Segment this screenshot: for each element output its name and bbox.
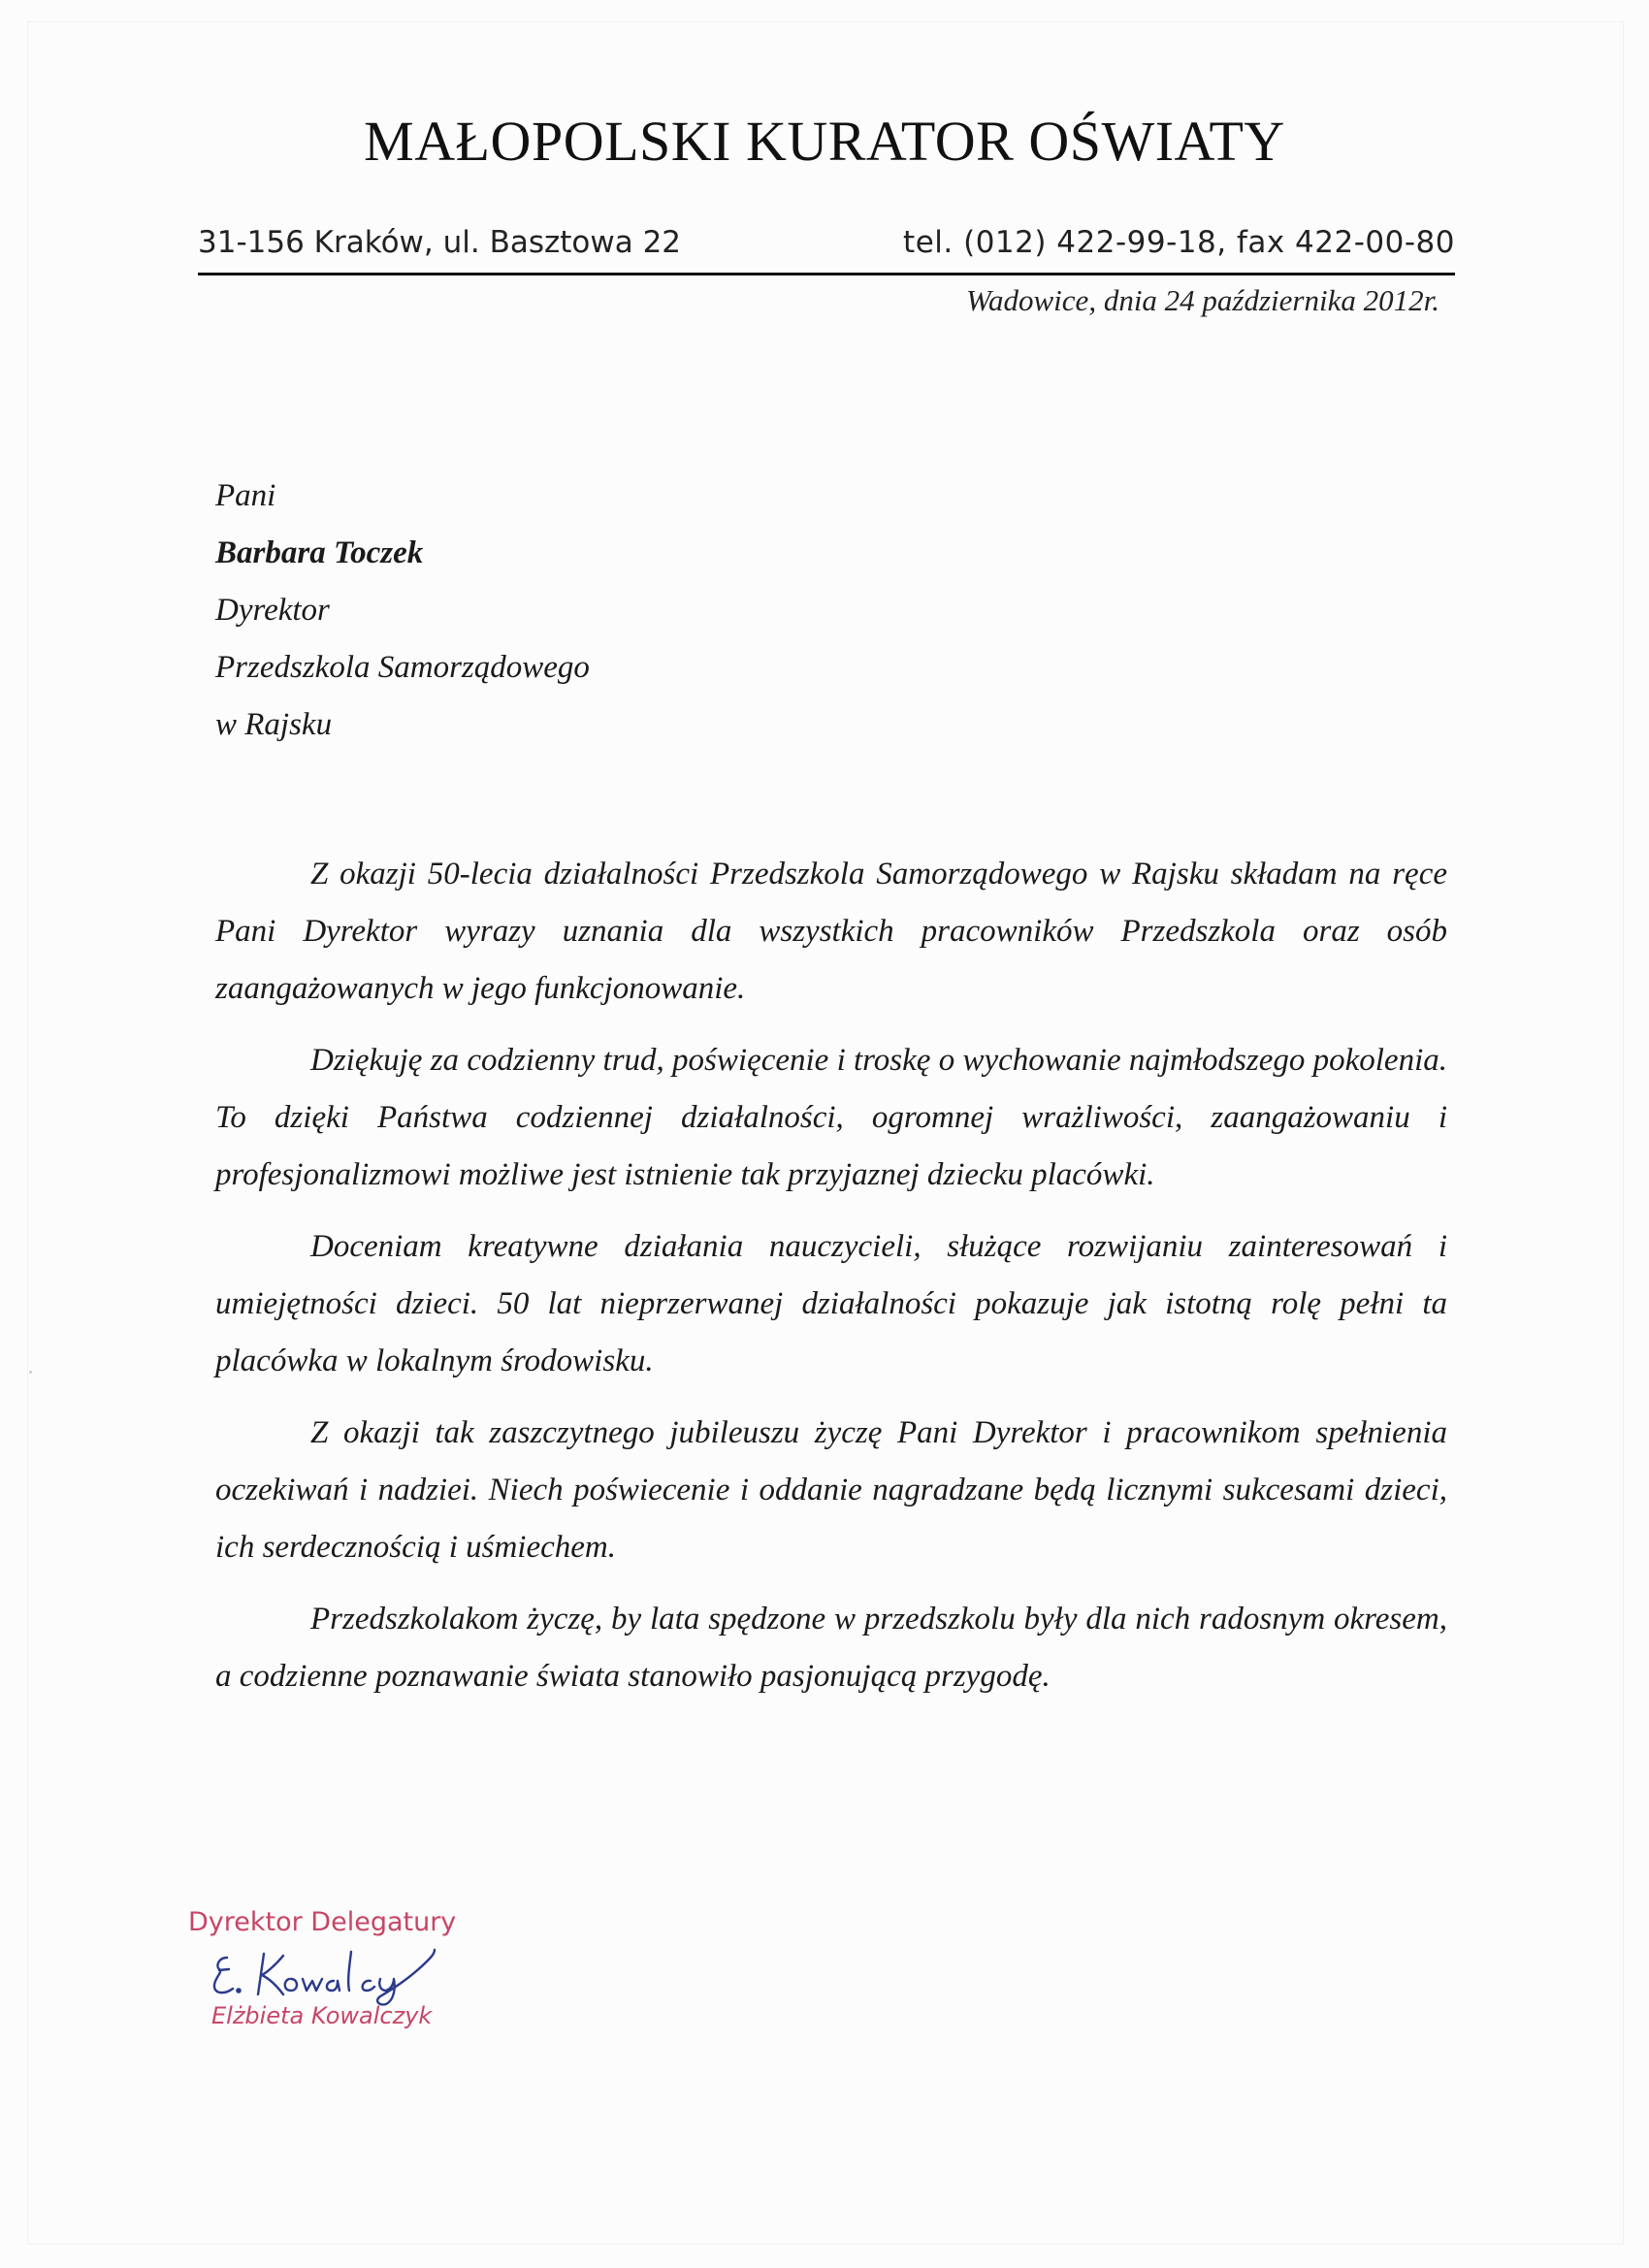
recipient-block xyxy=(215,468,590,754)
recipient-organization: Przedszkola Samorządowego xyxy=(215,650,590,685)
body-paragraph: Dziękuję za codzienny trud, poświęcenie i troskę o wychowanie najmłodszego pokolenia. To dzięki Państwa codziennej działalności, ogromnej wrażliwości, zaangażowaniu i profesjonalizmowi możliwe jest istnienie tak przyjaznej dziecku placówki. xyxy=(215,1043,1447,1192)
body-paragraph: Przedszkolakom życzę, by lata spędzone w przedszkolu były dla nich radosnym okresem, a codzienne poznawanie świata stanowiło pasjonującą przygodę. xyxy=(215,1602,1447,1694)
letter-date: Wadowice, dnia 24 października 2012r. xyxy=(966,283,1439,317)
letterhead-phone-fax: tel. (012) 422-99-18, fax 422-00-80 xyxy=(903,225,1455,260)
stamp-title: Dyrektor Delegatury xyxy=(188,1907,457,1937)
letterhead-address: 31-156 Kraków, ul. Basztowa 22 xyxy=(198,225,682,260)
body-paragraph: Z okazji tak zaszczytnego jubileuszu życzę Pani Dyrektor i pracownikom spełnienia oczekiwań i nadziei. Niech poświecenie i oddanie nagradzane będą licznymi sukcesami dzieci, ich serdecznością i uśmiechem. xyxy=(215,1415,1447,1565)
recipient-salutation: Pani xyxy=(215,478,276,513)
signature-stamp xyxy=(186,1901,516,2057)
stamp-name: Elżbieta Kowalczyk xyxy=(211,2002,433,2029)
body-paragraph: Z okazji 50-lecia działalności Przedszkola Samorządowego w Rajsku składam na ręce Pani Dyrektor wyrazy uznania dla wszystkich pracowników Przedszkola oraz osób zaangażowanych w jego funkcjonowanie. xyxy=(215,857,1447,1006)
letter-body xyxy=(215,846,1447,1720)
recipient-name: Barbara Toczek xyxy=(215,535,424,570)
scan-speck xyxy=(29,1371,32,1374)
letterhead-divider xyxy=(198,273,1455,275)
letterhead-title: MAŁOPOLSKI KURATOR OŚWIATY xyxy=(364,110,1285,173)
handwritten-signature xyxy=(206,1940,497,2008)
recipient-position: Dyrektor xyxy=(215,593,330,628)
recipient-location: w Rajsku xyxy=(215,707,333,742)
body-paragraph: Doceniam kreatywne działania nauczycieli, służące rozwijaniu zainteresowań i umiejętności dzieci. 50 lat nieprzerwanej działalności pokazuje jak istotną rolę pełni ta placówka w lokalnym środowisku. xyxy=(215,1229,1447,1378)
